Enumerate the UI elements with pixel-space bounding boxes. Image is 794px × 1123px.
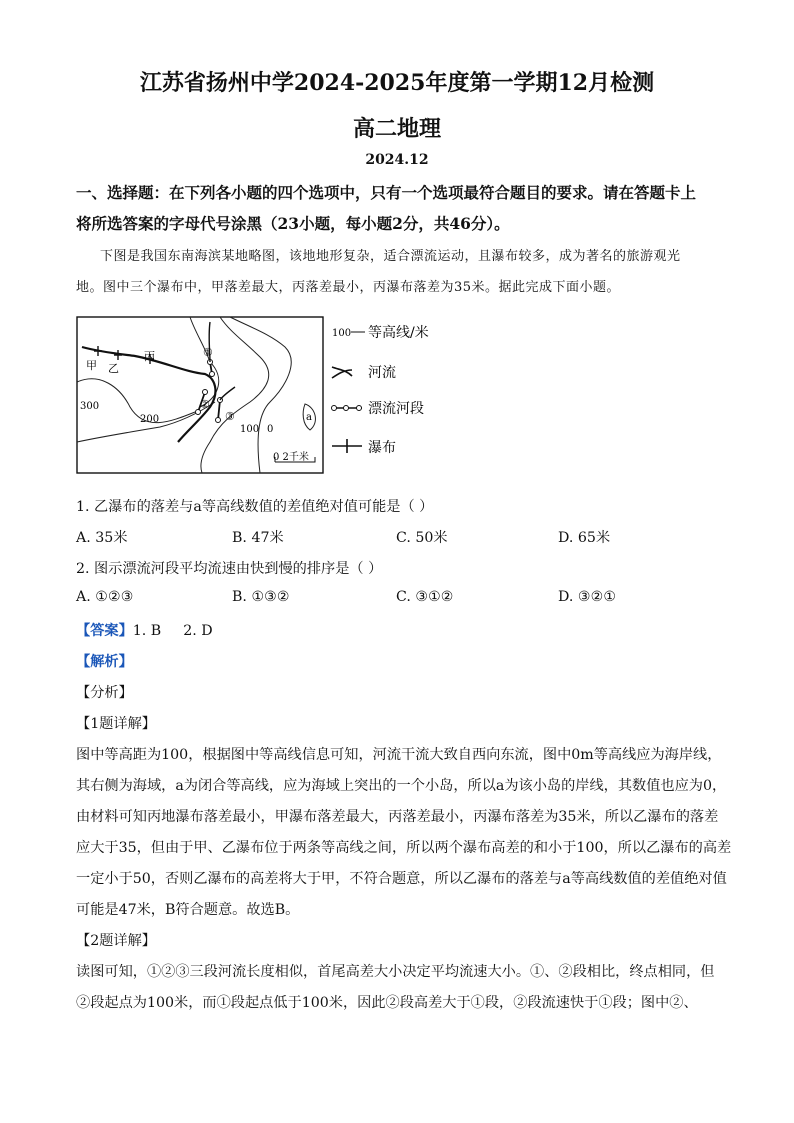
q1-option-a[interactable]: A. 35米: [76, 530, 128, 546]
question-2-stem: 2. 图示漂流河段平均流速由快到慢的排序是（ ）: [76, 561, 383, 577]
waterfall-yi-mark: [114, 350, 122, 360]
legend-contour-symbol: 100: [332, 328, 352, 339]
legend-waterfall-text: 瀑布: [368, 440, 396, 456]
q2-option-b[interactable]: B. ①③②: [232, 589, 290, 605]
detail-1-line: 图中等高距为100，根据图中等高线信息可知，河流干流大致自西向东流，图中0m等高线应为海岸线，: [76, 747, 722, 763]
rafting-point: [216, 418, 221, 423]
detail-1-heading: 【1题详解】: [76, 716, 156, 732]
q1-option-c[interactable]: C. 50米: [396, 530, 448, 546]
section-heading-line2: 将所选答案的字母代号涂黑（23小题，每小题2分，共46分）。: [76, 214, 510, 233]
subject-title: 高二地理: [352, 116, 441, 142]
exam-title: 江苏省扬州中学2024-2025年度第一学期12月检测: [139, 70, 655, 96]
label-jia: 甲: [86, 359, 97, 372]
question-1-stem: 1. 乙瀑布的落差与a等高线数值的差值绝对值可能是（ ）: [76, 499, 434, 515]
label-bing: 丙: [144, 350, 155, 363]
legend: [332, 324, 429, 456]
detail-1-line: 应大于35，但由于甲、乙瀑布位于两条等高线之间，所以两个瀑布高差的和小于100，所以乙瀑布的高差: [76, 840, 732, 856]
label-contour-100: 100: [240, 424, 260, 435]
analysis-heading: 【解析】: [76, 654, 133, 670]
detail-1-line: 由材料可知丙地瀑布落差最小，甲瀑布落差最大，丙落差最小，丙瀑布落差为35米，所以乙瀑布的落差: [76, 809, 719, 825]
legend-rafting-point: [357, 406, 362, 411]
detail-2-heading: 【2题详解】: [76, 933, 156, 949]
label-contour-300: 300: [80, 401, 100, 412]
detail-2-line: 读图可知，①②③三段河流长度相似，首尾高差大小决定平均流速大小。①、②段相比，终点相同，但: [76, 964, 715, 980]
section-heading-line1: 一、选择题：在下列各小题的四个选项中，只有一个选项最符合题目的要求。请在答题卡上: [76, 183, 697, 202]
intro-line1: 下图是我国东南海滨某地略图，该地地形复杂，适合漂流运动，且瀑布较多，成为著名的旅游观光: [100, 249, 681, 264]
scale-label: 0 2千米: [273, 452, 309, 463]
waterfall-jia-mark: [94, 346, 102, 356]
rafting-point: [203, 390, 208, 395]
map-figure: [70, 312, 450, 477]
label-segment-3: ③: [225, 410, 235, 423]
detail-1-line: 可能是47米，B符合题意。故选B。: [76, 902, 300, 918]
legend-rafting-text: 漂流河段: [368, 401, 424, 417]
answer-label: 【答案】: [76, 623, 133, 639]
answer-2: 2. D: [183, 623, 213, 639]
label-contour-0: 0: [267, 424, 274, 435]
river-tributary: [220, 387, 235, 400]
q2-option-a[interactable]: A. ①②③: [76, 589, 134, 605]
answer-1: 1. B: [132, 623, 162, 639]
rafting-point: [210, 372, 215, 377]
legend-rafting-point: [332, 406, 337, 411]
detail-1-line: 其右侧为海域，a为闭合等高线，应为海域上突出的一个小岛，所以a为该小岛的岸线，其数值也应为0，: [76, 778, 727, 794]
detail-2-line: ②段起点为100米，而①段起点低于100米，因此②段高差大于①段，②段流速快于①段；图中②、: [76, 995, 698, 1011]
detail-1-line: 一定小于50，否则乙瀑布的高差将大于甲，不符合题意，所以乙瀑布的落差与a等高线数值的差值绝对值: [76, 871, 727, 887]
q2-option-c[interactable]: C. ③①②: [396, 589, 454, 605]
legend-rafting-point: [344, 406, 349, 411]
answer-line: [76, 620, 213, 640]
legend-river-icon: [332, 367, 352, 378]
label-segment-1: ①: [203, 346, 213, 359]
legend-contour-text: 等高线/米: [368, 325, 429, 341]
legend-river-text: 河流: [368, 365, 396, 381]
exam-date: 2024.12: [365, 152, 429, 168]
fenxi-heading: 【分析】: [76, 685, 133, 701]
label-segment-2: ②: [200, 398, 210, 411]
coastline: [230, 317, 291, 473]
label-yi: 乙: [108, 362, 119, 375]
label-contour-200: 200: [140, 414, 160, 425]
intro-line2: 地。图中三个瀑布中，甲落差最大，丙落差最小，丙瀑布落差为35米。据此完成下面小题。: [76, 280, 621, 295]
q1-option-d[interactable]: D. 65米: [558, 530, 611, 546]
label-a: a: [306, 412, 312, 423]
legend-waterfall-icon: [332, 439, 362, 453]
rafting-segment-3: [218, 400, 220, 420]
q1-option-b[interactable]: B. 47米: [232, 530, 284, 546]
q2-option-d[interactable]: D. ③②①: [558, 589, 617, 605]
